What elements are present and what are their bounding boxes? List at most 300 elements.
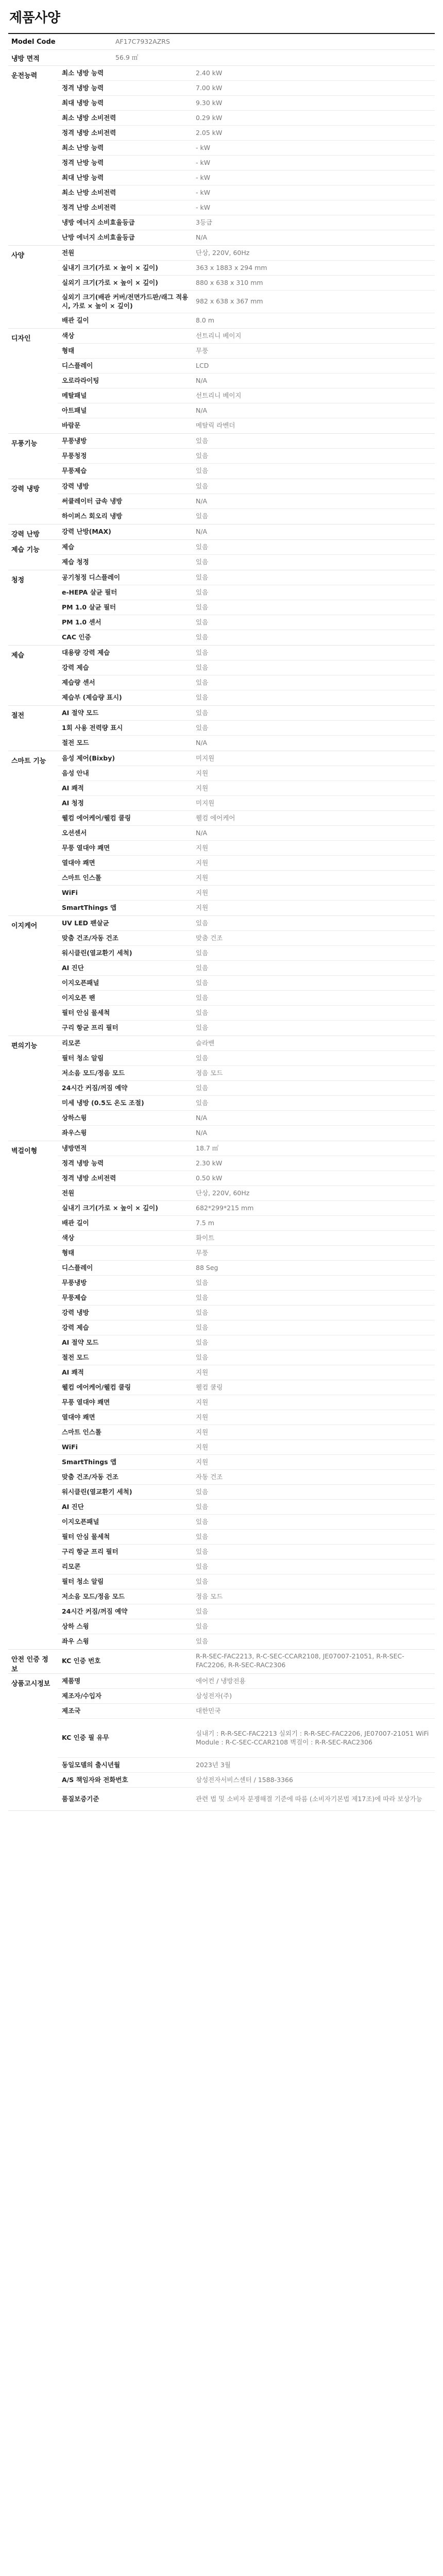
spec-value: 있음 <box>196 948 209 957</box>
spec-value: 있음 <box>196 1323 209 1331</box>
spec-value: 무풍 <box>196 346 209 354</box>
spec-item <box>58 1440 435 1455</box>
section-items <box>58 66 435 245</box>
spec-item <box>58 449 435 464</box>
spec-label: 미세 냉방 (0.5도 온도 조절) <box>62 1098 144 1107</box>
spec-value: 있음 <box>196 1502 209 1511</box>
spec-label: 리모콘 <box>62 1039 81 1047</box>
spec-label: PM 1.0 센서 <box>62 618 101 626</box>
spec-label: 무풍냉방 <box>62 1278 87 1286</box>
spec-label: 이지오픈 팬 <box>62 993 95 1002</box>
spec-item <box>58 751 435 766</box>
spec-label: 무풍 열대야 쾌면 <box>62 1398 110 1406</box>
spec-value: 있음 <box>196 1338 209 1346</box>
spec-item <box>58 1306 435 1320</box>
spec-label: 동일모델의 출시년월 <box>62 1760 121 1769</box>
spec-item <box>58 1589 435 1604</box>
spec-item <box>58 1066 435 1081</box>
spec-value: 2.05 kW <box>196 128 223 137</box>
spec-label: WiFi <box>62 888 78 896</box>
spec-value: 있음 <box>196 1024 209 1032</box>
spec-value: 있음 <box>196 573 209 581</box>
spec-label: 무풍제습 <box>62 467 87 475</box>
spec-label: 필터 안심 물세척 <box>62 1532 110 1540</box>
spec-item <box>58 1634 435 1649</box>
spec-item <box>58 1545 435 1560</box>
spec-label: 음성 제어(Bixby) <box>62 754 115 762</box>
spec-value: 있음 <box>196 678 209 686</box>
spec-item <box>58 706 435 721</box>
spec-label: 이지오픈패널 <box>62 1517 99 1526</box>
spec-item <box>58 615 435 630</box>
spec-value: 88 Seg <box>196 1263 218 1272</box>
spec-label: KC 인증 번호 <box>62 1656 101 1665</box>
spec-label: 열대야 쾌면 <box>62 858 95 867</box>
spec-value: N/A <box>196 828 208 837</box>
spec-item <box>58 1201 435 1216</box>
spec-value: 화이트 <box>196 1233 215 1242</box>
spec-label: 강력 제습 <box>62 1323 89 1331</box>
spec-item <box>58 1704 435 1719</box>
spec-value: 7.5 m <box>196 1218 215 1227</box>
spec-label: 최소 난방 능력 <box>62 143 104 151</box>
spec-value: 있음 <box>196 1532 209 1540</box>
spec-item <box>58 1689 435 1704</box>
spec-value: 미지원 <box>196 754 215 762</box>
spec-label: 스마트 인스톨 <box>62 873 101 882</box>
spec-section <box>8 540 435 570</box>
spec-label: 필터 청소 알림 <box>62 1054 104 1062</box>
spec-value: 0.50 kW <box>196 1174 223 1182</box>
spec-item <box>58 540 435 555</box>
spec-value: 지원 <box>196 888 209 896</box>
spec-item <box>58 156 435 171</box>
spec-label: 정격 냉방 소비전력 <box>62 128 116 137</box>
spec-value: 단상, 220V, 60Hz <box>196 1189 250 1197</box>
section-category: 스마트 기능 <box>11 757 46 765</box>
section-category: 청정 <box>11 577 25 584</box>
spec-value: 있음 <box>196 1622 209 1630</box>
spec-item <box>58 1674 435 1689</box>
spec-label: 맞춤 건조/자동 건조 <box>62 934 118 942</box>
spec-item <box>58 1335 435 1350</box>
spec-value: 18.7 ㎡ <box>196 1144 219 1152</box>
spec-item <box>58 464 435 479</box>
spec-label: 강력 냉방 <box>62 482 89 490</box>
spec-section <box>8 1674 435 1811</box>
spec-value: 9.30 kW <box>196 98 223 107</box>
spec-item <box>58 1231 435 1246</box>
spec-item <box>58 826 435 841</box>
spec-item <box>58 871 435 886</box>
spec-item <box>58 344 435 359</box>
spec-label: AI 청정 <box>62 799 84 807</box>
section-category: 디자인 <box>11 335 31 343</box>
spec-item <box>58 976 435 991</box>
spec-label: 냉방 에너지 소비효율등급 <box>62 218 135 226</box>
spec-item <box>58 1485 435 1500</box>
spec-item <box>58 766 435 781</box>
spec-item <box>58 1788 435 1810</box>
spec-label: 1회 사용 전력량 표시 <box>62 723 123 732</box>
spec-item <box>58 96 435 111</box>
spec-value: 있음 <box>196 919 209 927</box>
spec-label: 최소 냉방 소비전력 <box>62 113 116 122</box>
spec-label: 최소 냉방 능력 <box>62 69 104 77</box>
spec-value: 있음 <box>196 1008 209 1016</box>
spec-value: 있음 <box>196 963 209 972</box>
section-category: 제습 <box>11 652 25 659</box>
spec-value: 있음 <box>196 1308 209 1316</box>
section-items <box>58 1141 435 1649</box>
spec-label: 정격 냉방 능력 <box>62 1159 104 1167</box>
spec-item <box>58 246 435 261</box>
spec-value: - kW <box>196 158 211 166</box>
spec-section <box>8 1036 435 1141</box>
spec-label: 절전 모드 <box>62 1353 89 1361</box>
spec-label: AI 진단 <box>62 1502 84 1511</box>
spec-item <box>58 1455 435 1470</box>
spec-item <box>58 1350 435 1365</box>
spec-item <box>58 1171 435 1186</box>
spec-value: 선트리니 베이지 <box>196 331 242 340</box>
spec-label: 정격 난방 능력 <box>62 158 104 166</box>
spec-item <box>58 570 435 585</box>
spec-label: 무풍청정 <box>62 451 87 460</box>
section-items <box>58 570 435 645</box>
spec-label: UV LED 팬살균 <box>62 919 109 927</box>
spec-section <box>8 646 435 706</box>
spec-item <box>58 479 435 494</box>
spec-value: 있음 <box>196 1562 209 1570</box>
section-category: 안전 인증 정보 <box>11 1656 48 1673</box>
spec-label: 메탈패널 <box>62 391 87 399</box>
spec-label: 24시간 커짐/꺼짐 예약 <box>62 1083 128 1092</box>
spec-label: 아트패널 <box>62 406 87 414</box>
spec-label: 음성 안내 <box>62 769 89 777</box>
spec-value: 있음 <box>196 543 209 551</box>
spec-label: SmartThings 앱 <box>62 904 117 912</box>
spec-item <box>58 509 435 524</box>
spec-value: 삼성전자(주) <box>196 1691 232 1700</box>
section-category: 절전 <box>11 712 25 720</box>
spec-section <box>8 751 435 916</box>
spec-value: 지원 <box>196 1368 209 1376</box>
spec-label: 열대야 쾌면 <box>62 1413 95 1421</box>
spec-label: 품질보증기준 <box>62 1794 99 1803</box>
spec-item <box>58 1291 435 1306</box>
spec-value: 실내기 : R-R-SEC-FAC2213 실외기 : R-R-SEC-FAC2206, JE07007-21051 WiFi Module : R-C-SEC-CCAR2108 벽걸이 : R-R-SEC-RAC2306 <box>196 1729 429 1746</box>
spec-item <box>58 126 435 141</box>
spec-item <box>58 261 435 276</box>
spec-item <box>58 524 435 539</box>
spec-item <box>58 1773 435 1788</box>
spec-value: 있음 <box>196 978 209 987</box>
spec-value: 있음 <box>196 451 209 460</box>
spec-value: 8.0 m <box>196 316 215 325</box>
spec-value: 있음 <box>196 512 209 520</box>
spec-item <box>58 841 435 856</box>
spec-value: - kW <box>196 143 211 151</box>
spec-value: 미지원 <box>196 799 215 807</box>
spec-value: 맞춤 건조 <box>196 934 223 942</box>
spec-label: 써큘레이터 급속 냉방 <box>62 497 123 505</box>
section-items <box>58 646 435 705</box>
section-category: 편의기능 <box>11 1042 38 1050</box>
spec-value: 있음 <box>196 603 209 611</box>
spec-row-model-code <box>8 34 435 50</box>
spec-item <box>58 1530 435 1545</box>
spec-label: 실내기 크기(가로 × 높이 × 깊이) <box>62 1204 158 1212</box>
spec-value: 2.30 kW <box>196 1159 223 1167</box>
spec-value: 있음 <box>196 1577 209 1585</box>
section-items <box>58 1650 435 1673</box>
spec-value: 지원 <box>196 1398 209 1406</box>
spec-item <box>58 946 435 961</box>
spec-value: 지원 <box>196 769 209 777</box>
spec-item <box>58 1365 435 1380</box>
spec-item <box>58 329 435 344</box>
spec-label: 디스플레이 <box>62 1263 93 1272</box>
spec-value: - kW <box>196 203 211 211</box>
spec-label: 제품명 <box>62 1676 81 1685</box>
spec-value: 정음 모드 <box>196 1592 223 1600</box>
spec-item <box>58 1500 435 1515</box>
section-category: 운전능력 <box>11 72 38 80</box>
spec-label: 냉방면적 <box>62 1144 87 1152</box>
spec-item <box>58 1619 435 1634</box>
spec-value: 2.40 kW <box>196 69 223 77</box>
spec-item <box>58 555 435 570</box>
spec-label: 상하 스윙 <box>62 1622 89 1630</box>
spec-section <box>8 916 435 1036</box>
spec-sections <box>8 66 435 1811</box>
row-value: AF17C7932AZRS <box>115 37 170 45</box>
spec-value: - kW <box>196 173 211 181</box>
spec-section <box>8 706 435 751</box>
spec-value: 대한민국 <box>196 1706 221 1715</box>
spec-label: 오로라라이팅 <box>62 376 99 384</box>
spec-label: 좌우스윙 <box>62 1129 87 1137</box>
spec-item <box>58 1051 435 1066</box>
spec-value: 있음 <box>196 693 209 702</box>
spec-item <box>58 388 435 403</box>
section-category: 강력 냉방 <box>11 485 40 493</box>
spec-item <box>58 374 435 388</box>
spec-item <box>58 916 435 931</box>
spec-value: 있음 <box>196 588 209 596</box>
section-category: 제습 기능 <box>11 546 40 554</box>
section-items <box>58 1036 435 1141</box>
spec-item <box>58 1650 435 1672</box>
spec-item <box>58 1126 435 1141</box>
spec-label: 실외기 크기(배관 커버/전면가드판/래그 적용 시, 가로 × 높이 × 깊이) <box>62 293 189 310</box>
spec-label: KC 인증 필 유무 <box>62 1734 109 1742</box>
section-items <box>58 916 435 1036</box>
spec-item <box>58 585 435 600</box>
spec-label: 저소음 모드/정음 모드 <box>62 1069 125 1077</box>
row-label: 냉방 면적 <box>11 55 40 63</box>
spec-item <box>58 1021 435 1036</box>
spec-value: N/A <box>196 233 208 242</box>
spec-label: 강력 난방(MAX) <box>62 528 111 536</box>
spec-value: 웰컴 에어케어 <box>196 814 235 822</box>
spec-value: 있음 <box>196 708 209 717</box>
spec-value: 있음 <box>196 723 209 732</box>
spec-item <box>58 1246 435 1261</box>
spec-value: 있음 <box>196 663 209 671</box>
spec-label: CAC 인증 <box>62 633 91 641</box>
spec-item <box>58 1156 435 1171</box>
spec-item <box>58 961 435 976</box>
spec-item <box>58 313 435 328</box>
spec-value: 지원 <box>196 1428 209 1436</box>
spec-label: 24시간 커짐/꺼짐 예약 <box>62 1607 128 1615</box>
spec-item <box>58 1276 435 1291</box>
spec-label: 제습 청정 <box>62 558 89 566</box>
spec-item <box>58 434 435 449</box>
spec-item <box>58 796 435 811</box>
section-category: 강력 난방 <box>11 531 40 538</box>
spec-value: 지원 <box>196 858 209 867</box>
spec-value: N/A <box>196 1113 208 1122</box>
spec-item <box>58 403 435 418</box>
spec-value: 지원 <box>196 873 209 882</box>
spec-item <box>58 66 435 81</box>
spec-value: 880 x 638 x 310 mm <box>196 278 263 286</box>
spec-label: 하이퍼스 회오리 냉방 <box>62 512 123 520</box>
spec-label: 워시클린(열교환기 세척) <box>62 1487 132 1496</box>
section-items <box>58 329 435 433</box>
spec-section <box>8 1650 435 1674</box>
spec-value: 에어컨 / 냉방전용 <box>196 1676 246 1685</box>
spec-value: 지원 <box>196 1413 209 1421</box>
spec-item <box>58 901 435 916</box>
spec-item <box>58 1111 435 1126</box>
spec-label: 웰컴 에어케어/웰컴 쿨링 <box>62 814 131 822</box>
spec-label: 무풍 열대야 쾌면 <box>62 843 110 852</box>
spec-item <box>58 1574 435 1589</box>
spec-item <box>58 171 435 185</box>
spec-label: A/S 책임자와 전화번호 <box>62 1775 128 1784</box>
spec-value: 자동 건조 <box>196 1472 223 1481</box>
spec-label: AI 쾌적 <box>62 1368 84 1376</box>
spec-label: 색상 <box>62 1233 75 1242</box>
spec-item <box>58 736 435 751</box>
spec-item <box>58 1186 435 1201</box>
spec-label: AI 쾌적 <box>62 784 84 792</box>
spec-label: 전원 <box>62 1189 75 1197</box>
spec-label: 필터 청소 알림 <box>62 1577 104 1585</box>
spec-label: 제조국 <box>62 1706 81 1715</box>
spec-value: 있음 <box>196 1098 209 1107</box>
spec-item <box>58 660 435 675</box>
spec-label: 대용량 강력 제습 <box>62 648 110 656</box>
section-items <box>58 1674 435 1810</box>
spec-section <box>8 329 435 434</box>
spec-value: 있음 <box>196 436 209 445</box>
section-items <box>58 540 435 570</box>
spec-item <box>58 359 435 374</box>
spec-label: 바람문 <box>62 421 81 430</box>
spec-section <box>8 66 435 246</box>
spec-value: 있음 <box>196 1517 209 1526</box>
spec-label: 이지오픈패널 <box>62 978 99 987</box>
spec-item <box>58 1410 435 1425</box>
section-items <box>58 706 435 751</box>
spec-item <box>58 200 435 215</box>
spec-table <box>8 34 435 1811</box>
spec-label: 디스플레이 <box>62 361 93 369</box>
spec-label: 정격 냉방 능력 <box>62 83 104 92</box>
spec-item <box>58 1081 435 1096</box>
spec-label: AI 절약 모드 <box>62 1338 99 1346</box>
spec-item <box>58 1216 435 1231</box>
spec-label: 배관 길이 <box>62 1218 89 1227</box>
spec-item <box>58 111 435 126</box>
spec-item <box>58 1096 435 1111</box>
spec-value: 682*299*215 mm <box>196 1204 254 1212</box>
spec-value: N/A <box>196 497 208 505</box>
spec-value: 있음 <box>196 1353 209 1361</box>
spec-value: 메탈릭 라벤더 <box>196 421 235 430</box>
spec-label: 제습부 (제습량 표시) <box>62 693 122 702</box>
spec-item <box>58 1425 435 1440</box>
spec-value: - kW <box>196 188 211 196</box>
spec-item <box>58 721 435 736</box>
spec-value: 있음 <box>196 1278 209 1286</box>
spec-label: AI 절약 모드 <box>62 708 99 717</box>
spec-item <box>58 1320 435 1335</box>
row-label: Model Code <box>11 38 56 46</box>
section-items <box>58 751 435 916</box>
spec-label: 제습 <box>62 543 75 551</box>
spec-row-cooling-area <box>8 50 435 66</box>
spec-label: 워시클린(열교환기 세척) <box>62 948 132 957</box>
spec-item <box>58 690 435 705</box>
spec-value: N/A <box>196 739 208 747</box>
spec-label: 형태 <box>62 346 75 354</box>
spec-item <box>58 1395 435 1410</box>
spec-item <box>58 781 435 796</box>
section-items <box>58 246 435 328</box>
spec-value: 0.29 kW <box>196 113 223 122</box>
spec-item <box>58 215 435 230</box>
spec-item <box>58 1719 435 1758</box>
spec-item <box>58 931 435 946</box>
spec-value: LCD <box>196 361 209 369</box>
spec-label: 공기청정 디스플레이 <box>62 573 121 581</box>
spec-item <box>58 185 435 200</box>
spec-value: 슬라밴 <box>196 1039 215 1047</box>
spec-value: 363 x 1883 x 294 mm <box>196 263 267 272</box>
spec-label: 구리 항균 프리 필터 <box>62 1547 118 1555</box>
section-items <box>58 434 435 479</box>
spec-label: 제습량 센서 <box>62 678 95 686</box>
spec-label: 상하스윙 <box>62 1113 87 1122</box>
spec-value: 지원 <box>196 784 209 792</box>
spec-label: 필터 안심 물세척 <box>62 1008 110 1016</box>
row-value: 56.9 ㎡ <box>115 53 139 61</box>
spec-item <box>58 646 435 660</box>
spec-item <box>58 811 435 826</box>
spec-item <box>58 81 435 96</box>
spec-label: PM 1.0 살균 필터 <box>62 603 116 611</box>
spec-value: 단상, 220V, 60Hz <box>196 248 250 257</box>
spec-value: 삼성전자서비스센터 / 1588-3366 <box>196 1775 293 1784</box>
spec-label: 최소 난방 소비전력 <box>62 188 116 196</box>
spec-item <box>58 675 435 690</box>
